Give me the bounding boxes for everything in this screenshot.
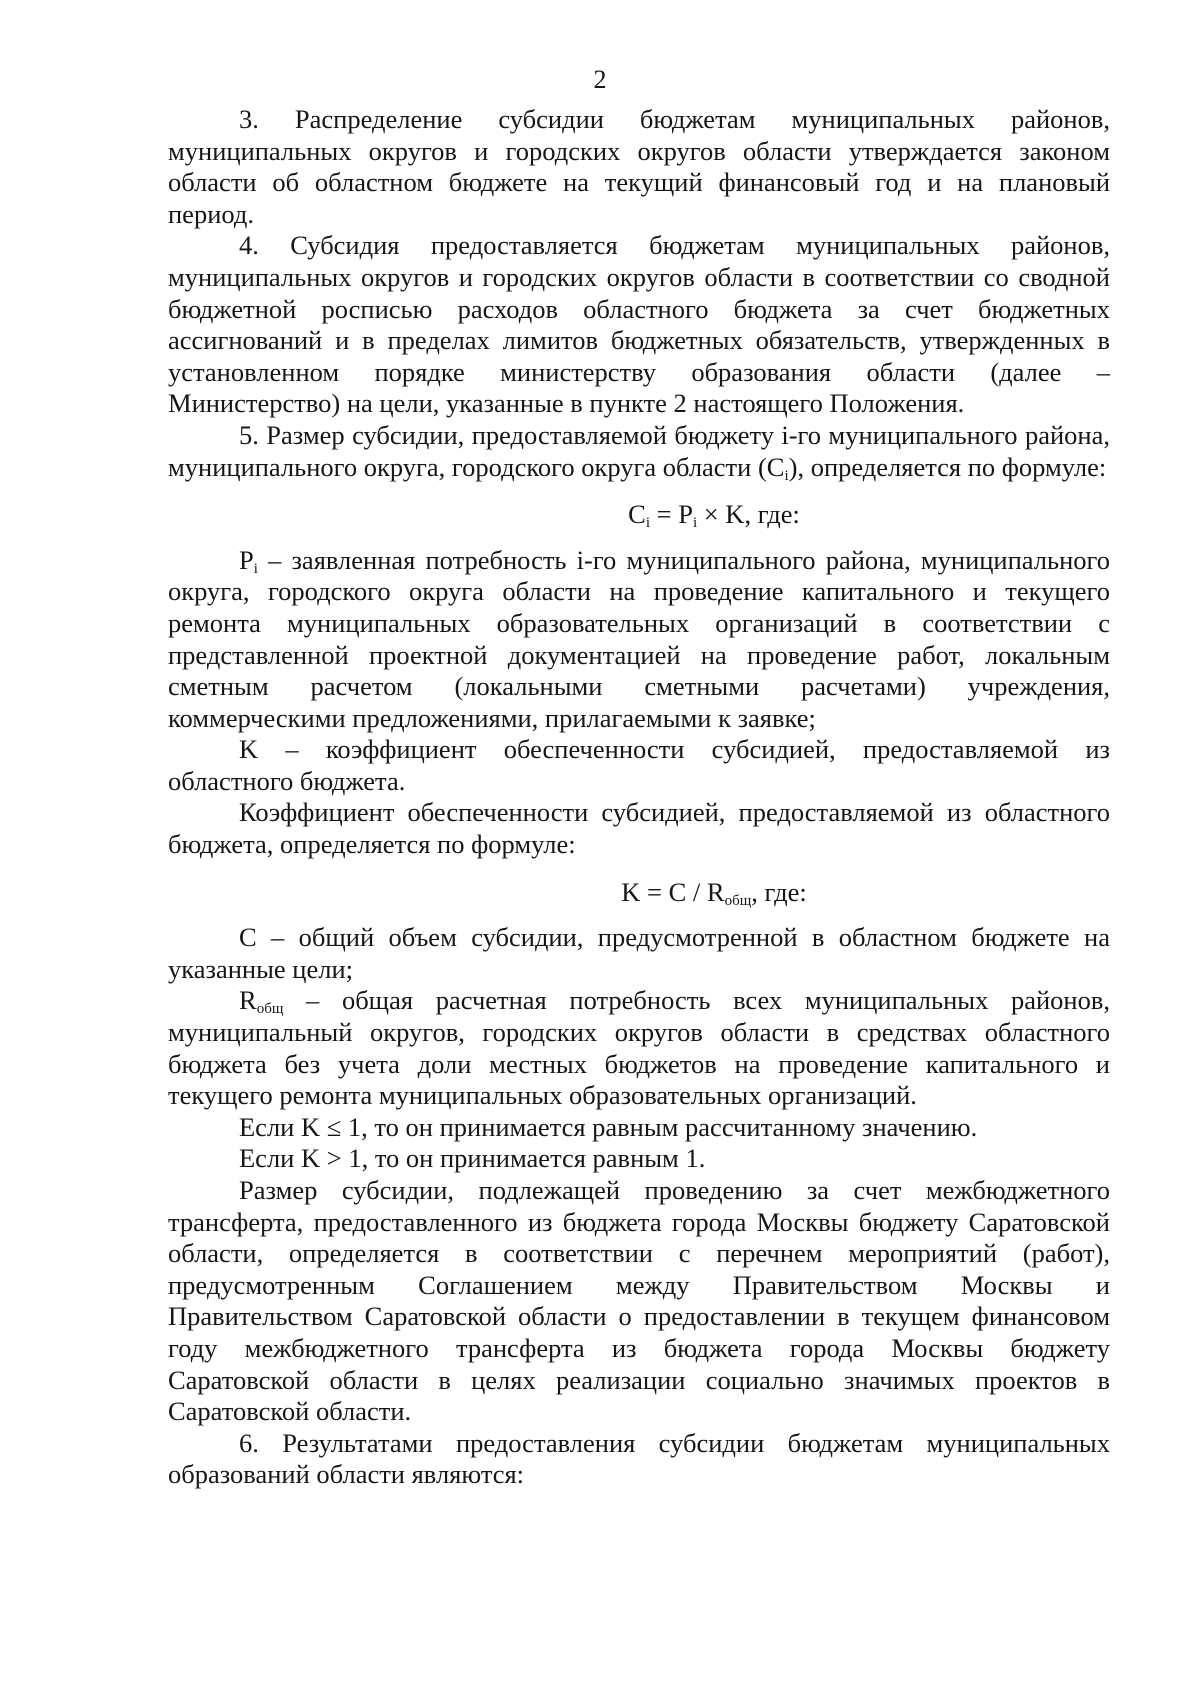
formula-ci-tail: × K, где: (697, 499, 800, 530)
definition-c: C – общий объем субсидии, предусмотренной в областном бюджете на указанные цели; (168, 922, 1110, 984)
formula-ci-c: C (628, 499, 646, 530)
paragraph-3: 3. Распределение субсидии бюджетам муниципальных районов, муниципальных округов и городских округов области утверждается законом области об областном бюджете на текущий финансовый год и на плановый период. (168, 104, 1110, 229)
formula-k-lhs: K = C / (621, 876, 707, 907)
page-number: 2 (593, 65, 607, 94)
formula-k (168, 877, 1110, 909)
definition-pi-symbol: P (239, 544, 254, 575)
paragraph-6: 6. Результатами предоставления субсидии бюджетам муниципальных образований области являются: (168, 1427, 1110, 1490)
paragraph-5-tail: ), определяется по формуле: (788, 451, 1107, 482)
paragraph-5-text: 5. Размер субсидии, предоставляемой бюджету i-го муниципального района, муниципального округа, городского округа области (C (168, 419, 1110, 482)
formula-ci-p: P (678, 499, 693, 530)
formula-k-r: R (706, 876, 725, 907)
paragraph-4: 4. Субсидия предоставляется бюджетам муниципальных районов, муниципальных округов и городских округов области в соответствии со сводной бюджетной росписью расходов областного бюджета за счет бюджетных ассигнований и в пределах лимитов бюджетных обязательств, утвержденных в установленном порядке министерству образования области (далее – Министерство) на цели, указанные в пункте 2 настоящего Положения. (168, 230, 1110, 419)
formula-k-sub: общ (724, 892, 752, 909)
definition-r-text: – общая расчетная потребность всех муниципальных районов, муниципальный округов, городских округов области в средствах областного бюджета без учета доли местных бюджетов на проведение капитального и текущего ремонта муниципальных образовательных организаций. (168, 985, 1110, 1111)
definition-k: K – коэффициент обеспеченности субсидией, предоставляемой из областного бюджета. (168, 734, 1110, 796)
formula-ci (168, 499, 1110, 531)
formula-ci-sub-c: i (645, 515, 650, 532)
paragraph-5 (168, 420, 1110, 483)
definition-r-symbol: R (239, 985, 257, 1016)
formula-k-tail: , где: (751, 876, 807, 907)
definition-pi (168, 545, 1110, 735)
condition-k-gt-1: Если K > 1, то он принимается равным 1. (239, 1143, 706, 1174)
definition-pi-sub: i (253, 560, 258, 577)
subscript-i: i (784, 467, 789, 484)
definition-pi-text: – заявленная потребность i-го муниципального района, муниципального округа, городского округа области на проведение капитального и текущего ремонта муниципальных образовательных организаций в соответствии с представленной проектной документацией на проведение работ, локальным сметным расчетом (локальными сметными расчетами) учреждения, коммерческими предложениями, прилагаемыми к заявке; (168, 544, 1110, 733)
formula-ci-equals: = (649, 499, 679, 530)
condition-k-le-1: Если K ≤ 1, то он принимается равным рассчитанному значению. (239, 1111, 978, 1142)
paragraph-moscow-transfer: Размер субсидии, подлежащей проведению за счет межбюджетного трансферта, предоставленного из бюджета города Москвы бюджету Саратовской области, определяется в соответствии с перечнем мероприятий (работ), предусмотренным Соглашением между Правительством Москвы и Правительством Саратовской области о предоставлении в текущем финансовом году межбюджетного трансферта из бюджета города Москвы бюджету Саратовской области в целях реализации социально значимых проектов в Саратовской области. (168, 1175, 1110, 1427)
definition-r (168, 985, 1110, 1111)
formula-ci-sub-p: i (692, 515, 698, 532)
document-body (168, 104, 1110, 1491)
paragraph-coefficient: Коэффициент обеспеченности субсидией, предоставляемой из областного бюджета, определяется по формуле: (168, 797, 1110, 860)
definition-r-sub: общ (256, 1001, 284, 1018)
